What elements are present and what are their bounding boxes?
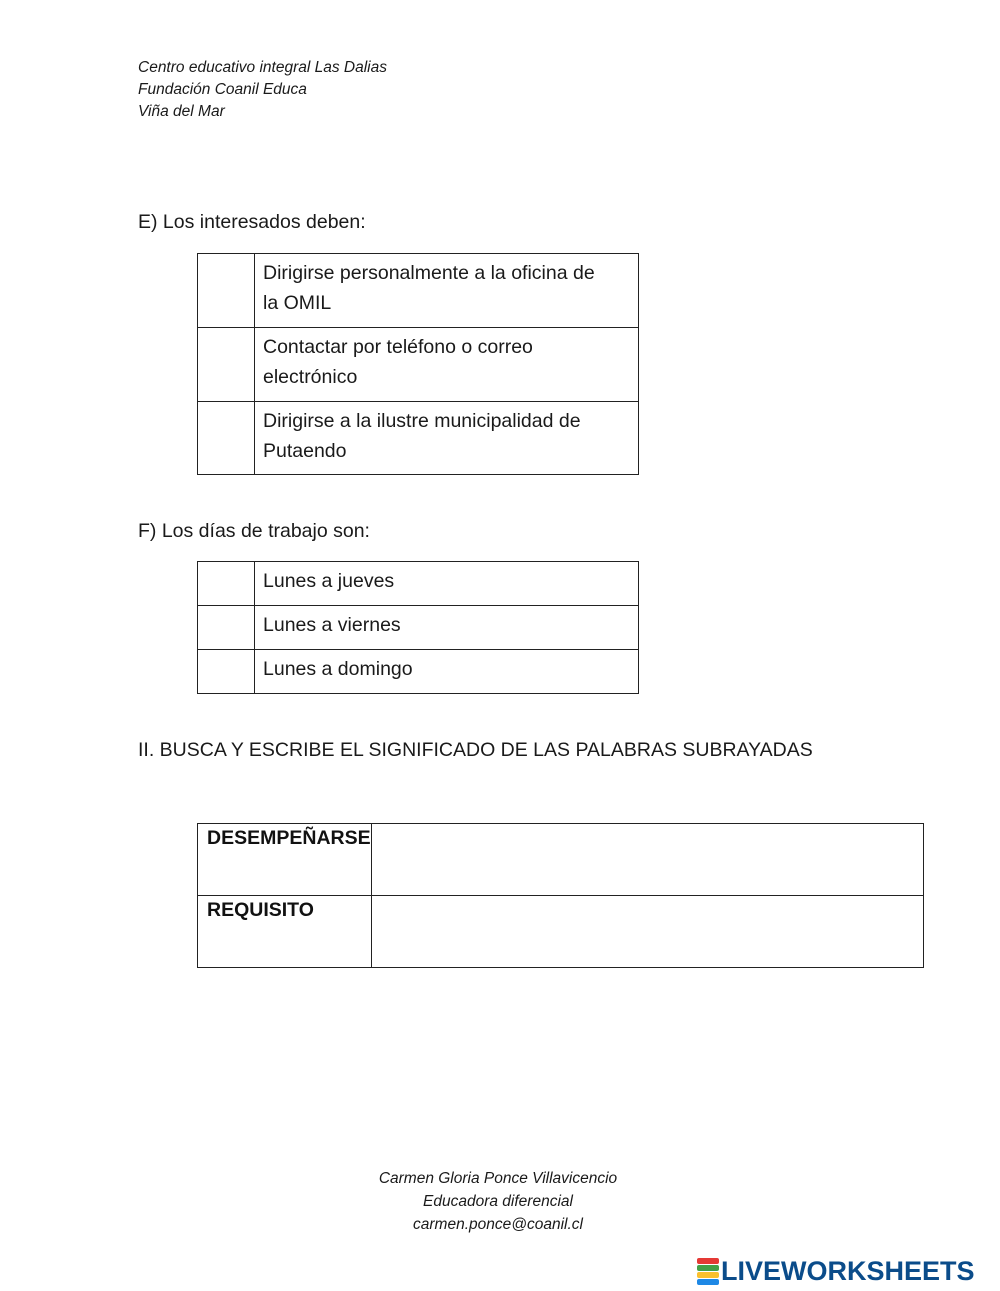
school-name: Centro educativo integral Las Dalias: [138, 59, 387, 76]
option-text: [255, 328, 639, 402]
answer-checkbox[interactable]: [198, 328, 255, 402]
option-text: Lunes a jueves: [255, 562, 639, 606]
question-e-options: [197, 253, 639, 475]
author-role: Educadora diferencial: [423, 1193, 573, 1210]
section-ii-title: II. BUSCA Y ESCRIBE EL SIGNIFICADO DE LAS PALABRAS SUBRAYADAS: [138, 739, 813, 761]
author-name: Carmen Gloria Ponce Villavicencio: [378, 1170, 618, 1187]
author-email: carmen.ponce@coanil.cl: [413, 1216, 583, 1233]
option-text-line: electrónico: [263, 366, 358, 388]
question-e-label: E) Los interesados deben:: [138, 211, 366, 233]
option-row: [198, 402, 639, 475]
option-text: Lunes a domingo: [255, 650, 639, 694]
vocabulary-word: DESEMPEÑARSE: [198, 824, 372, 896]
option-text-line: Putaendo: [263, 440, 347, 462]
liveworksheets-logo[interactable]: [697, 1256, 975, 1286]
answer-checkbox[interactable]: [198, 254, 255, 328]
answer-checkbox[interactable]: [198, 650, 255, 694]
meaning-answer-field[interactable]: [371, 824, 923, 896]
vocabulary-row: [198, 824, 924, 896]
answer-checkbox[interactable]: [198, 562, 255, 606]
logo-text: LIVEWORKSHEETS: [721, 1256, 975, 1286]
question-f-options: [197, 561, 639, 694]
author-footer: [300, 1167, 696, 1236]
option-text-line: Contactar por teléfono o correo: [263, 336, 533, 358]
meaning-answer-field[interactable]: [371, 896, 923, 968]
liveworksheets-logo-icon: [697, 1257, 719, 1285]
vocabulary-word: REQUISITO: [198, 896, 372, 968]
option-text: [255, 402, 639, 475]
answer-checkbox[interactable]: [198, 606, 255, 650]
option-row: [198, 254, 639, 328]
question-f-label: F) Los días de trabajo son:: [138, 520, 370, 542]
vocabulary-table: [197, 823, 924, 968]
school-header: [138, 57, 387, 123]
option-row: [198, 606, 639, 650]
foundation-name: Fundación Coanil Educa: [138, 81, 307, 98]
option-row: [198, 328, 639, 402]
option-row: [198, 562, 639, 606]
option-text-line: Dirigirse personalmente a la oficina de: [263, 262, 595, 284]
answer-checkbox[interactable]: [198, 402, 255, 475]
vocabulary-row: [198, 896, 924, 968]
option-text: Lunes a viernes: [255, 606, 639, 650]
option-row: [198, 650, 639, 694]
option-text-line: la OMIL: [263, 292, 332, 314]
option-text-line: Dirigirse a la ilustre municipalidad de: [263, 410, 581, 432]
city-name: Viña del Mar: [138, 103, 225, 120]
option-text: [255, 254, 639, 328]
